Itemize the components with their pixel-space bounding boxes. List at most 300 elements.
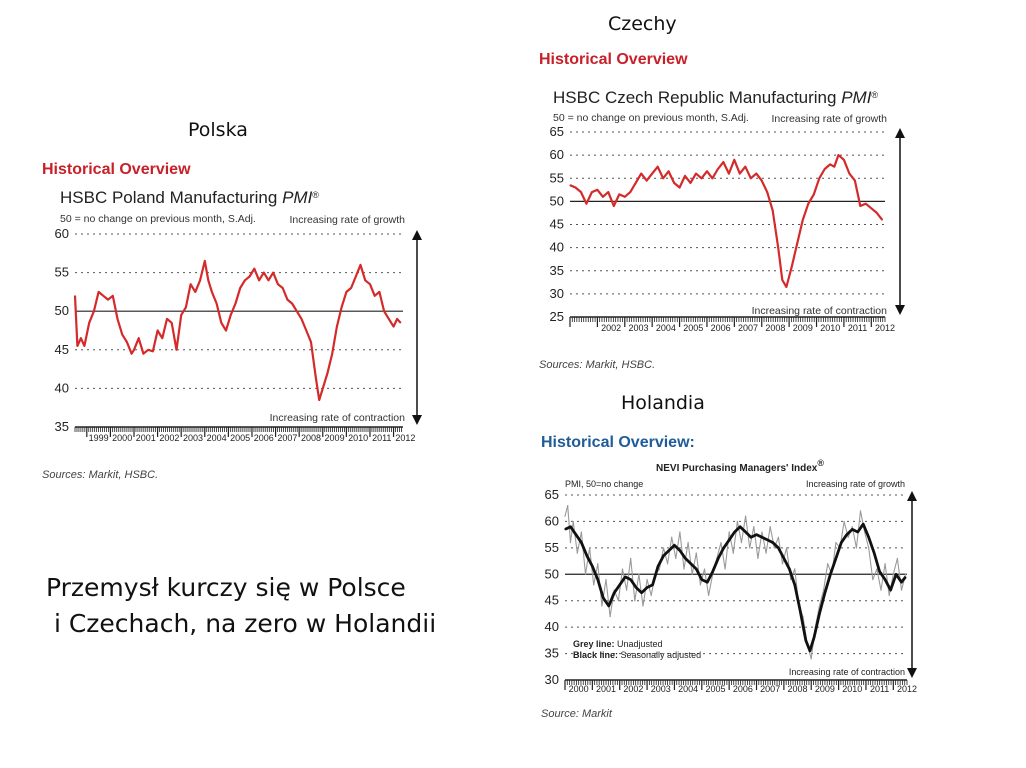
poland-x-tick-label: 2012: [395, 433, 416, 443]
netherlands-data-point: [581, 531, 582, 532]
poland-data-point: [315, 376, 316, 377]
netherlands-series-line-0: [565, 506, 906, 659]
czech-pmi-chart: [535, 42, 915, 382]
netherlands-data-point: [671, 537, 672, 538]
netherlands-data-point: [772, 542, 773, 543]
czech-x-tick-label: 2012: [874, 323, 896, 333]
netherlands-data-point: [724, 568, 725, 569]
poland-series-line-0: [75, 261, 401, 400]
poland-data-point: [388, 318, 389, 319]
czech-x-tick-label: 2004: [655, 323, 676, 333]
netherlands-x-tick-label: 2003: [650, 684, 671, 694]
czech-data-point: [728, 173, 729, 174]
netherlands-data-point: [692, 574, 693, 575]
netherlands-data-point: [774, 547, 775, 548]
netherlands-data-point: [737, 521, 738, 522]
netherlands-data-point: [622, 568, 623, 569]
netherlands-data-point: [663, 555, 664, 556]
poland-data-point: [230, 314, 231, 315]
poland-data-point: [397, 318, 398, 319]
netherlands-data-point: [723, 547, 724, 548]
poland-data-point: [131, 353, 132, 354]
netherlands-x-tick-label: 2002: [623, 684, 644, 694]
netherlands-y-tick-label: 40: [544, 619, 559, 635]
netherlands-data-point: [601, 605, 602, 606]
netherlands-data-point: [668, 550, 669, 551]
netherlands-data-point: [733, 553, 734, 554]
netherlands-data-point: [707, 582, 708, 583]
netherlands-data-point: [761, 537, 762, 538]
netherlands-data-point: [905, 574, 906, 575]
czech-arrow-down-icon: [895, 305, 905, 315]
label-poland: Polska: [188, 119, 248, 141]
netherlands-x-tick-label: 2010: [842, 684, 863, 694]
netherlands-data-point: [652, 584, 653, 585]
netherlands-data-point: [846, 534, 847, 535]
czech-source: Sources: Markit, HSBC.: [539, 359, 656, 371]
poland-data-point: [273, 272, 274, 273]
czech-x-tick-label: 2010: [820, 323, 841, 333]
czech-y-tick-label: 65: [549, 124, 564, 139]
poland-subtitle: 50 = no change on previous month, S.Adj.: [60, 213, 256, 225]
netherlands-data-point: [794, 584, 795, 585]
netherlands-data-point: [663, 547, 664, 548]
poland-data-point: [204, 260, 205, 261]
netherlands-data-point: [619, 584, 620, 585]
netherlands-data-point: [626, 590, 627, 591]
czech-data-point: [663, 178, 664, 179]
netherlands-data-point: [852, 526, 853, 527]
netherlands-data-point: [720, 542, 721, 543]
poland-data-point: [89, 322, 90, 323]
netherlands-pmi-chart: [535, 425, 925, 725]
poland-data-point: [319, 399, 320, 400]
czech-data-point: [876, 212, 877, 213]
netherlands-data-point: [843, 521, 844, 522]
poland-x-tick-label: 2003: [182, 433, 204, 443]
netherlands-data-point: [749, 547, 750, 548]
netherlands-data-point: [800, 611, 801, 612]
poland-data-point: [296, 311, 297, 312]
poland-data-point: [107, 299, 108, 300]
czech-data-point: [580, 192, 581, 193]
netherlands-data-point: [734, 531, 735, 532]
poland-x-tick-label: 2001: [135, 433, 156, 443]
poland-data-point: [263, 272, 264, 273]
netherlands-data-point: [835, 558, 836, 559]
poland-data-point: [341, 307, 342, 308]
poland-y-tick-label: 45: [54, 341, 69, 357]
czech-data-point: [723, 161, 724, 162]
poland-data-point: [103, 295, 104, 296]
netherlands-data-point: [614, 592, 615, 593]
netherlands-arrow-down-icon: [907, 668, 917, 678]
czech-data-point: [657, 166, 658, 167]
czech-title-italic: PMI: [841, 88, 872, 107]
czech-data-point: [745, 166, 746, 167]
czech-data-point: [602, 196, 603, 197]
netherlands-data-point: [625, 576, 626, 577]
netherlands-data-point: [852, 529, 853, 530]
czech-data-point: [860, 205, 861, 206]
poland-data-point: [384, 311, 385, 312]
czech-data-point: [652, 173, 653, 174]
netherlands-x-tick-label: 2008: [787, 684, 808, 694]
netherlands-data-point: [770, 526, 771, 527]
czech-data-point: [849, 173, 850, 174]
netherlands-data-point: [813, 637, 814, 638]
poland-data-point: [287, 299, 288, 300]
netherlands-source: Source: Markit: [541, 708, 612, 720]
poland-data-point: [306, 330, 307, 331]
poland-data-point: [84, 345, 85, 346]
netherlands-data-point: [889, 595, 890, 596]
poland-data-point: [181, 314, 182, 315]
netherlands-data-point: [641, 592, 642, 593]
netherlands-data-point: [564, 516, 565, 517]
netherlands-data-point: [700, 584, 701, 585]
czech-x-tick-label: 2006: [710, 323, 731, 333]
poland-data-point: [400, 322, 401, 323]
netherlands-data-point: [750, 537, 751, 538]
poland-data-point: [98, 291, 99, 292]
poland-data-point: [138, 338, 139, 339]
poland-data-point: [291, 303, 292, 304]
netherlands-data-point: [651, 595, 652, 596]
netherlands-data-point: [856, 547, 857, 548]
czech-data-point: [734, 159, 735, 160]
netherlands-data-point: [679, 550, 680, 551]
czech-data-point: [635, 182, 636, 183]
netherlands-data-point: [765, 553, 766, 554]
netherlands-annotation-bottom: Increasing rate of contraction: [788, 667, 905, 677]
netherlands-data-point: [868, 537, 869, 538]
poland-data-point: [268, 280, 269, 281]
poland-data-point: [322, 388, 323, 389]
poland-data-point: [336, 326, 337, 327]
poland-x-tick-label: 2002: [159, 433, 180, 443]
poland-x-tick-label: 2009: [324, 433, 345, 443]
czech-data-point: [791, 266, 792, 267]
poland-data-point: [117, 318, 118, 319]
netherlands-y-tick-label: 60: [544, 513, 559, 529]
poland-arrow-down-icon: [412, 415, 422, 425]
netherlands-data-point: [636, 587, 637, 588]
czech-data-point: [871, 208, 872, 209]
netherlands-data-point: [638, 574, 639, 575]
netherlands-data-point: [745, 516, 746, 517]
netherlands-data-point: [885, 563, 886, 564]
poland-y-tick-label: 60: [54, 226, 69, 241]
netherlands-data-point: [610, 616, 611, 617]
czech-subtitle: 50 = no change on previous month, S.Adj.: [553, 112, 749, 124]
netherlands-y-tick-label: 50: [544, 566, 559, 582]
poland-data-point: [93, 311, 94, 312]
netherlands-data-point: [901, 582, 902, 583]
czech-title: [553, 88, 878, 107]
czech-data-point: [750, 178, 751, 179]
czech-y-tick-label: 40: [549, 239, 564, 255]
netherlands-data-point: [696, 553, 697, 554]
czech-data-point: [865, 203, 866, 204]
netherlands-data-point: [905, 576, 906, 577]
poland-data-point: [157, 330, 158, 331]
netherlands-data-point: [841, 542, 842, 543]
netherlands-x-tick-label: 2012: [896, 684, 918, 694]
czech-data-point: [690, 182, 691, 183]
czech-data-point: [701, 178, 702, 179]
netherlands-data-point: [819, 605, 820, 606]
poland-x-tick-label: 2004: [206, 433, 227, 443]
netherlands-data-point: [778, 547, 779, 548]
poland-data-point: [208, 280, 209, 281]
netherlands-legend-black-key: Black line:: [573, 650, 619, 660]
poland-data-point: [393, 326, 394, 327]
czech-y-tick-label: 25: [549, 309, 564, 324]
netherlands-data-point: [863, 523, 864, 524]
czech-y-tick-label: 60: [549, 147, 564, 163]
netherlands-x-tick-label: 2000: [568, 684, 589, 694]
netherlands-data-point: [618, 600, 619, 601]
netherlands-data-point: [880, 590, 881, 591]
czech-y-tick-label: 35: [549, 262, 564, 278]
netherlands-data-point: [860, 510, 861, 511]
netherlands-data-point: [745, 531, 746, 532]
netherlands-data-point: [708, 595, 709, 596]
czech-data-point: [802, 219, 803, 220]
netherlands-data-point: [809, 650, 810, 651]
poland-data-point: [365, 280, 366, 281]
netherlands-data-point: [688, 542, 689, 543]
poland-data-point: [327, 372, 328, 373]
netherlands-title-text: NEVI Purchasing Managers' Index: [656, 463, 818, 474]
netherlands-data-point: [701, 579, 702, 580]
netherlands-x-tick-label: 2009: [814, 684, 835, 694]
netherlands-data-point: [790, 579, 791, 580]
netherlands-data-point: [567, 505, 568, 506]
poland-data-point: [301, 318, 302, 319]
netherlands-y-tick-label: 45: [544, 592, 559, 608]
czech-data-point: [630, 192, 631, 193]
netherlands-data-point: [570, 542, 571, 543]
netherlands-data-point: [586, 555, 587, 556]
poland-y-tick-label: 55: [54, 264, 69, 280]
netherlands-data-point: [589, 547, 590, 548]
netherlands-header: Historical Overview:: [541, 434, 695, 451]
czech-data-point: [808, 203, 809, 204]
czech-data-point: [586, 203, 587, 204]
czech-data-point: [668, 171, 669, 172]
netherlands-data-point: [690, 563, 691, 564]
netherlands-legend-grey-value: Unadjusted: [614, 639, 663, 649]
netherlands-data-point: [857, 531, 858, 532]
poland-data-point: [332, 353, 333, 354]
netherlands-data-point: [830, 574, 831, 575]
poland-data-point: [235, 303, 236, 304]
poland-data-point: [249, 276, 250, 277]
poland-data-point: [152, 351, 153, 352]
czech-data-point: [772, 210, 773, 211]
netherlands-data-point: [593, 584, 594, 585]
czech-data-point: [597, 189, 598, 190]
poland-x-tick-label: 2005: [230, 433, 251, 443]
netherlands-data-point: [729, 531, 730, 532]
poland-pmi-chart: [40, 150, 440, 490]
czech-data-point: [641, 173, 642, 174]
netherlands-data-point: [608, 605, 609, 606]
poland-data-point: [122, 334, 123, 335]
czech-data-point: [717, 168, 718, 169]
netherlands-data-point: [868, 547, 869, 548]
netherlands-x-tick-label: 2004: [678, 684, 699, 694]
czech-arrow-up-icon: [895, 128, 905, 138]
netherlands-y-tick-label: 65: [544, 487, 559, 502]
netherlands-data-point: [683, 568, 684, 569]
label-netherlands: Holandia: [621, 392, 705, 414]
netherlands-x-tick-label: 2006: [732, 684, 753, 694]
netherlands-x-tick-label: 2007: [760, 684, 781, 694]
netherlands-data-point: [835, 542, 836, 543]
czech-data-point: [854, 180, 855, 181]
poland-data-point: [133, 349, 134, 350]
czech-series-line-0: [570, 155, 882, 287]
poland-data-point: [277, 284, 278, 285]
netherlands-x-tick-label: 2011: [869, 684, 890, 694]
poland-y-tick-label: 35: [54, 419, 69, 434]
netherlands-data-point: [794, 568, 795, 569]
netherlands-data-point: [827, 563, 828, 564]
czech-title-sup: ®: [871, 90, 879, 100]
poland-data-point: [190, 284, 191, 285]
czech-data-point: [843, 159, 844, 160]
netherlands-data-point: [585, 574, 586, 575]
netherlands-data-point: [740, 526, 741, 527]
netherlands-y-tick-label: 55: [544, 539, 559, 555]
poland-x-tick-label: 2006: [253, 433, 274, 443]
netherlands-y-tick-label: 30: [544, 672, 559, 687]
poland-data-point: [225, 330, 226, 331]
poland-x-tick-label: 1999: [88, 433, 109, 443]
netherlands-subtitle: PMI, 50=no change: [565, 479, 644, 489]
netherlands-data-point: [642, 605, 643, 606]
poland-data-point: [162, 338, 163, 339]
czech-data-point: [684, 175, 685, 176]
netherlands-data-point: [718, 558, 719, 559]
poland-data-point: [166, 318, 167, 319]
poland-data-point: [254, 268, 255, 269]
netherlands-data-point: [657, 566, 658, 567]
czech-data-point: [613, 205, 614, 206]
poland-data-point: [355, 276, 356, 277]
netherlands-data-point: [646, 579, 647, 580]
netherlands-y-tick-label: 35: [544, 645, 559, 661]
czech-data-point: [739, 173, 740, 174]
netherlands-series-line-1: [565, 524, 906, 651]
czech-data-point: [830, 164, 831, 165]
czech-data-point: [569, 185, 570, 186]
czech-data-point: [624, 196, 625, 197]
poland-data-point: [350, 287, 351, 288]
poland-title-italic: PMI: [282, 188, 313, 207]
czech-data-point: [824, 168, 825, 169]
poland-x-tick-label: 2011: [372, 433, 392, 443]
poland-data-point: [369, 284, 370, 285]
czech-y-tick-label: 30: [549, 285, 564, 301]
poland-y-tick-label: 50: [54, 303, 69, 319]
poland-title: [60, 188, 319, 207]
czech-header: Historical Overview: [539, 51, 688, 68]
czech-data-point: [673, 182, 674, 183]
czech-data-point: [706, 171, 707, 172]
netherlands-data-point: [564, 529, 565, 530]
czech-chart-svg: [535, 42, 915, 382]
poland-data-point: [126, 341, 127, 342]
czech-x-tick-label: 2003: [628, 323, 649, 333]
czech-x-tick-label: 2007: [738, 323, 759, 333]
netherlands-data-point: [789, 568, 790, 569]
netherlands-legend-grey-key: Grey line:: [573, 639, 615, 649]
poland-data-point: [258, 280, 259, 281]
netherlands-data-point: [679, 531, 680, 532]
netherlands-data-point: [592, 566, 593, 567]
poland-data-point: [80, 338, 81, 339]
czech-y-tick-label: 55: [549, 170, 564, 186]
czech-data-point: [786, 286, 787, 287]
caption-line-2: i Czechach, na zero w Holandii: [46, 609, 437, 638]
czech-data-point: [756, 173, 757, 174]
netherlands-data-point: [704, 568, 705, 569]
netherlands-data-point: [901, 590, 902, 591]
netherlands-data-point: [761, 531, 762, 532]
poland-data-point: [282, 287, 283, 288]
poland-x-tick-label: 2000: [112, 433, 133, 443]
czech-data-point: [797, 242, 798, 243]
netherlands-data-point: [823, 590, 824, 591]
poland-title-sup: ®: [312, 190, 319, 200]
netherlands-data-point: [577, 553, 578, 554]
netherlands-legend-black-value: Seasonally adjusted: [618, 650, 702, 660]
poland-data-point: [346, 291, 347, 292]
czech-x-tick-label: 2008: [765, 323, 786, 333]
czech-title-text: HSBC Czech Republic Manufacturing: [553, 88, 842, 107]
czech-data-point: [646, 180, 647, 181]
netherlands-data-point: [570, 526, 571, 527]
poland-data-point: [199, 280, 200, 281]
czech-data-point: [591, 192, 592, 193]
netherlands-data-point: [767, 539, 768, 540]
poland-data-point: [77, 345, 78, 346]
netherlands-x-tick-label: 2001: [596, 684, 617, 694]
netherlands-data-point: [659, 568, 660, 569]
czech-data-point: [575, 187, 576, 188]
czech-y-tick-label: 45: [549, 216, 564, 232]
netherlands-data-point: [646, 587, 647, 588]
czech-data-point: [767, 192, 768, 193]
netherlands-data-point: [848, 537, 849, 538]
poland-data-point: [176, 349, 177, 350]
czech-data-point: [882, 219, 883, 220]
netherlands-chart-svg: [535, 425, 925, 725]
poland-data-point: [221, 322, 222, 323]
netherlands-data-point: [575, 534, 576, 535]
netherlands-data-point: [675, 558, 676, 559]
czech-data-point: [761, 180, 762, 181]
czech-data-point: [838, 155, 839, 156]
netherlands-data-point: [778, 537, 779, 538]
czech-data-point: [834, 166, 835, 167]
netherlands-data-point: [753, 526, 754, 527]
poland-data-point: [310, 341, 311, 342]
